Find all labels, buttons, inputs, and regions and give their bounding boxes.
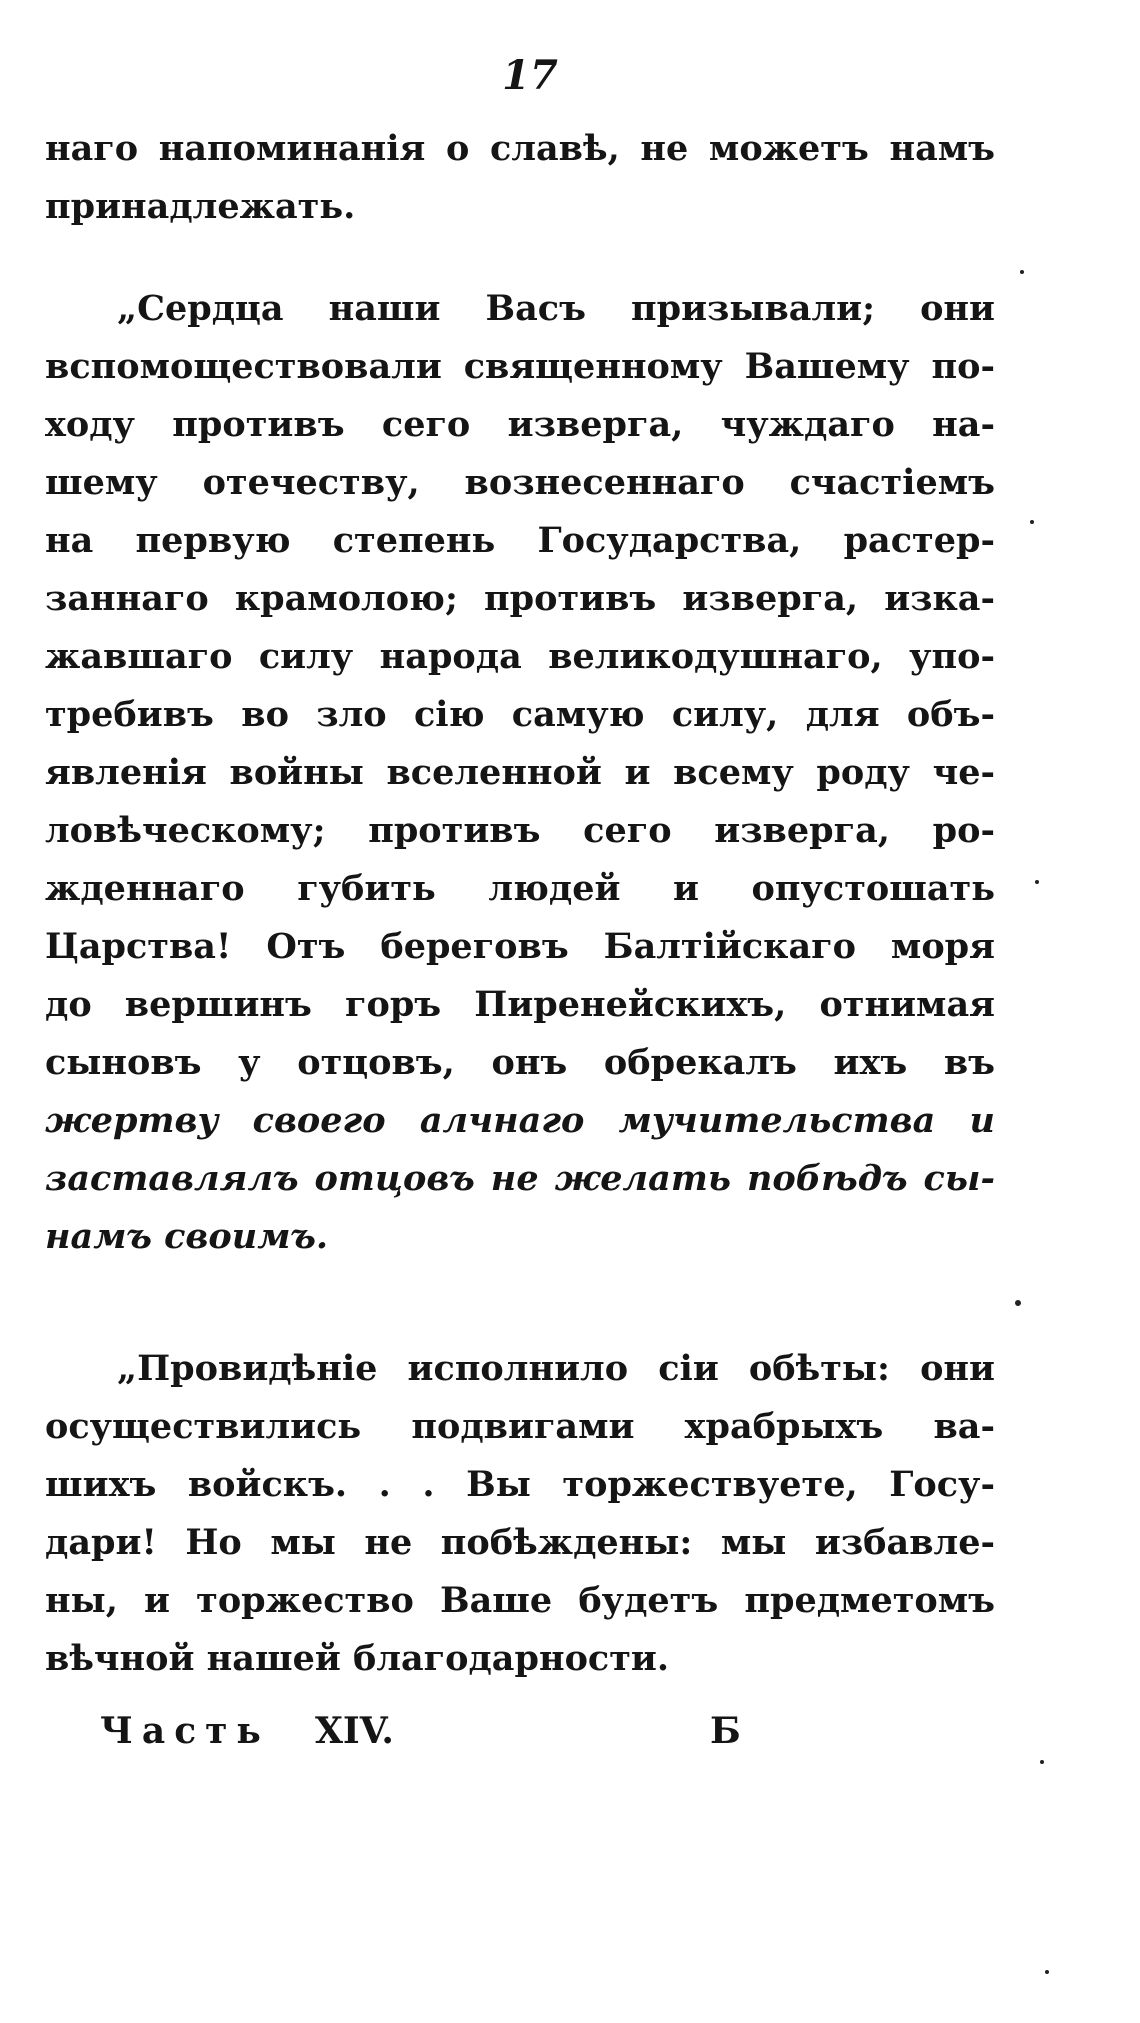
text-line: ны, и торжество Ваше будетъ предметомъ [45,1580,995,1621]
text-line: шему отечеству, вознесеннаго счастіемъ [45,462,995,503]
text-line: намъ своимъ. [45,1216,329,1257]
text-line: Царства! Отъ береговъ Балтійскаго моря [45,926,995,967]
page-footer [100,1710,740,1770]
footer-signature-mark: Б [710,1710,741,1752]
text-line: осуществились подвигами храбрыхъ ва- [45,1406,995,1447]
text-line: до вершинъ горъ Пиренейскихъ, отнимая [45,984,995,1025]
text-line: заставлялъ отцовъ не желать побѣдъ сы- [45,1158,995,1199]
text-line: жденнаго губить людей и опустошать [45,868,995,909]
text-line: вѣчной нашей благодарности. [45,1638,670,1679]
scan-speck [1035,880,1039,884]
page-number: 17 [502,52,558,99]
scan-speck [1020,270,1024,274]
text-line: сыновъ у отцовъ, онъ обрекалъ ихъ въ [45,1042,995,1083]
scan-speck [1030,520,1034,524]
text-line: требивъ во зло сію самую силу, для объ- [45,694,995,735]
text-line: наго напоминанія о славѣ, не можетъ намъ [45,128,995,169]
text-line: заннаго крамолою; противъ изверга, изка- [45,578,995,619]
paragraph-2 [45,280,995,1266]
text-line: ловѣческому; противъ сего изверга, ро- [45,810,995,851]
scan-speck [1045,1970,1049,1974]
footer-part-label: Часть [100,1710,270,1752]
scan-speck [1015,1300,1021,1306]
text-line: явленія войны вселенной и всему роду че- [45,752,995,793]
text-line: принадлежать. [45,186,356,227]
text-line: „Провидѣніе исполнило сіи обѣты: они [117,1348,995,1389]
text-line: жавшаго силу народа великодушнаго, упо- [45,636,995,677]
footer-volume-number: XIV. [315,1710,394,1752]
scan-speck [1040,1760,1044,1764]
paragraph-3 [45,1340,995,1688]
text-line: шихъ войскъ. . . Вы торжествуете, Госу- [45,1464,995,1505]
text-line: вспомоществовали священному Вашему по- [45,346,995,387]
text-line: жертву своего алчнаго мучительства и [45,1100,995,1141]
text-line: на первую степень Государства, растер- [45,520,995,561]
text-line: „Сердца наши Васъ призывали; они [117,288,995,329]
text-line: ходу противъ сего изверга, чуждаго на- [45,404,995,445]
paragraph-1 [45,120,995,236]
text-line: дари! Но мы не побѣждены: мы избавле- [45,1522,995,1563]
